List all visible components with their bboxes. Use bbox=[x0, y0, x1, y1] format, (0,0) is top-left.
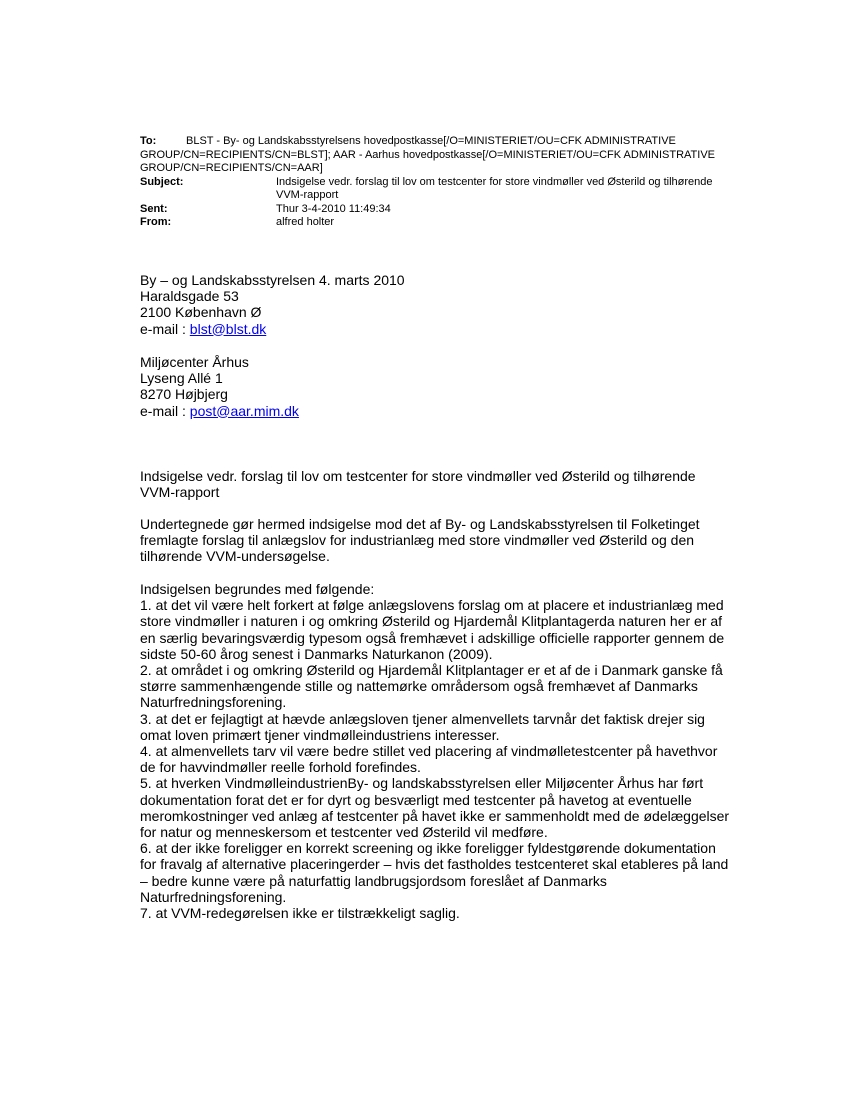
to-value: BLST - By- og Landskabsstyrelsens hovedpostkasse[/O=MINISTERIET/OU=CFK ADMINISTRATIVE GROUP/CN=RECIPIENTS/CN=BLST]; AAR - Aarhus hovedpostkasse[/O=MINISTERIET/OU=CFK ADMINISTRATIVE GROUP/CN=RECIPIENTS/CN=AAR] bbox=[140, 135, 716, 174]
from-field bbox=[140, 216, 720, 230]
from-label: From: bbox=[140, 216, 172, 228]
recipient-1-email-link[interactable]: blst@blst.dk bbox=[189, 320, 267, 337]
reason-item: 4. at almenvellets tarv vil være bedre stillet ved placering af vindmølletestcenter på havethvor de for havvindmøller reelle forhold forefindes. bbox=[140, 743, 718, 776]
subject-field bbox=[140, 176, 720, 203]
recipient-2-email-link[interactable]: post@aar.mim.dk bbox=[189, 402, 299, 419]
recipient-2-name: Miljøcenter Århus bbox=[140, 354, 249, 370]
recipient-1-city: 2100 København Ø bbox=[140, 304, 262, 321]
email-header bbox=[140, 135, 720, 230]
to-label: To: bbox=[140, 135, 157, 147]
recipient-1-name-date: By – og Landskabsstyrelsen 4. marts 2010 bbox=[140, 272, 405, 288]
sent-label: Sent: bbox=[140, 202, 168, 215]
reason-item: 6. at der ikke foreligger en korrekt screening og ikke foreligger fyldestgørende dokumentation for fravalg af alternative placeringerder – hvis det fastholdes testcenteret skal etableres på land – bedre kunne være på naturfattig landbrugsjordsom foreslået af Danmarks Naturfredningsforening. bbox=[140, 840, 729, 905]
reason-item: 7. at VVM-redegørelsen ikke er tilstrækkeligt saglig. bbox=[140, 905, 460, 922]
letter-subject bbox=[140, 468, 730, 500]
recipient-address-1 bbox=[140, 272, 730, 337]
recipient-2-street: Lyseng Allé 1 bbox=[140, 370, 223, 387]
reason-item: 1. at det vil være helt forkert at følge anlægslovens forslag om at placere et industrianlæg med store vindmøller i naturen i og omkring Østerild og Hjardemål Klitplantagerda naturen her er af en særlig bevaringsværdig typesom også fremhævet i adskillige officielle rapporter gennem de sidste 50-60 årog senest i Danmarks Naturkanon (2009). bbox=[140, 597, 725, 662]
reasons-section bbox=[140, 581, 730, 921]
recipient-address-2 bbox=[140, 354, 730, 419]
reason-item: 5. at hverken VindmølleindustrienBy- og landskabsstyrelsen eller Miljøcenter Århus har ført dokumentation forat det er for dyrt og besværligt med testcenter på havetog at eventuelle meromkostninger ved anlæg af testcenter på havet ikke er sammenholdt med de ødelæggelser for natur og menneskersom et testcenter ved Østerild vil medføre. bbox=[140, 775, 730, 841]
letter-intro-text: Undertegnede gør hermed indsigelse mod det af By- og Landskabsstyrelsen til Folketinget fremlagte forslag til anlægslov for industrianlæg med store vindmøller ved Østerild og den tilhørende VVM-undersøgelse. bbox=[140, 516, 700, 565]
from-value: alfred holter bbox=[276, 216, 335, 228]
letter-intro bbox=[140, 516, 730, 565]
recipient-2-city: 8270 Højbjerg bbox=[140, 386, 228, 403]
email-prefix: e-mail : bbox=[140, 320, 190, 337]
to-field bbox=[140, 135, 720, 176]
reasons-intro: Indsigelsen begrundes med følgende: bbox=[140, 581, 375, 597]
recipient-1-email-line bbox=[140, 321, 730, 337]
email-prefix: e-mail : bbox=[140, 402, 190, 419]
sent-value: Thur 3-4-2010 11:49:34 bbox=[276, 202, 391, 215]
subject-value: Indsigelse vedr. forslag til lov om testcenter for store vindmøller ved Østerild og tilhørende VVM-rapport bbox=[276, 175, 713, 201]
reason-item: 3. at det er fejlagtigt at hævde anlægsloven tjener almenvellets tarvnår det faktisk drejer sig omat loven primært tjener vindmølleindustriens interesser. bbox=[140, 710, 705, 743]
recipient-2-email-line bbox=[140, 403, 730, 419]
recipient-1-street: Haraldsgade 53 bbox=[140, 288, 239, 305]
sent-field bbox=[140, 203, 720, 217]
reason-item: 2. at området i og omkring Østerild og Hjardemål Klitplantager er et af de i Danmark ganske få større sammenhængende stille og nattemørke områdersom også fremhævet af Danmarks Naturfredningsforening. bbox=[140, 662, 723, 711]
letter-subject-text: Indsigelse vedr. forslag til lov om testcenter for store vindmøller ved Østerild og tilhørende VVM-rapport bbox=[140, 468, 696, 501]
subject-label: Subject: bbox=[140, 175, 184, 188]
